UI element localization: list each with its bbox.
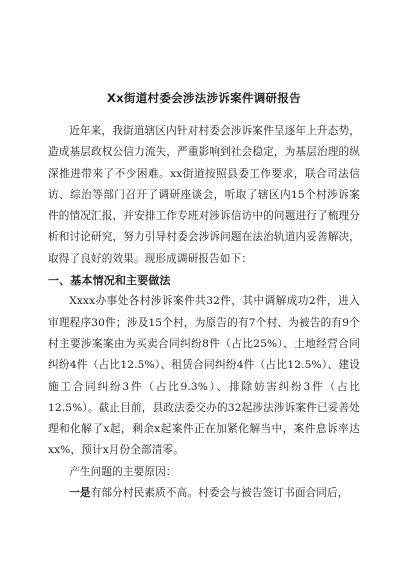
document-body — [48, 121, 360, 504]
intro-paragraph: 近年来，我街道辖区内针对村委会涉诉案件呈逐年上升态势，造成基层政权公信力流失，严重影响到社会稳定，为基层治理的纵深推进带来了不少困难。xx街道按照县委工作要求，联合司法信访、综治等部门召开了调研座谈会，听取了辖区内15个村涉诉案件的情况汇报，并安排工作专班对涉诉信访中的问题进行了梳理分析和讨论研究，努力引导村委会涉诉问题在法治轨道内妥善解决，取得了良好的效果。现形成调研报告如下： — [48, 125, 360, 265]
causes-heading: 产生问题的主要原因： — [69, 465, 177, 478]
cause-lead: 一是 — [69, 487, 91, 500]
section-heading: 一、基本情况和主要做法 — [48, 274, 171, 288]
cause-text: 有部分村民素质不高。村委会与被告签订书面合同后， — [90, 487, 349, 500]
cause-paragraph — [48, 483, 360, 504]
section-paragraph: Xxxx办事处各村涉诉案件共32件，其中调解成功2件，进入审理程序30件；涉及15个村，为原告的有7个村、为被告的有9个村主要涉案案由为买卖合同纠纷8件（占比25%）、土地经营合同纠纷4件（占比12.5%）、租赁合同纠纷4件（占比12.5%）、建设施工合同纠纷3件（占比9.3%）、排除妨害纠纷3件（占比12.5%）。截止目前，县政法委交办的32起涉法涉诉案件已妥善处理和化解了x起，剩余x起案件正在加紧化解当中，案件息诉率达xx%，预计x月份全部清零。 — [48, 295, 360, 457]
document-title: Xx街道村委会涉法涉诉案件调研报告 — [107, 91, 301, 105]
